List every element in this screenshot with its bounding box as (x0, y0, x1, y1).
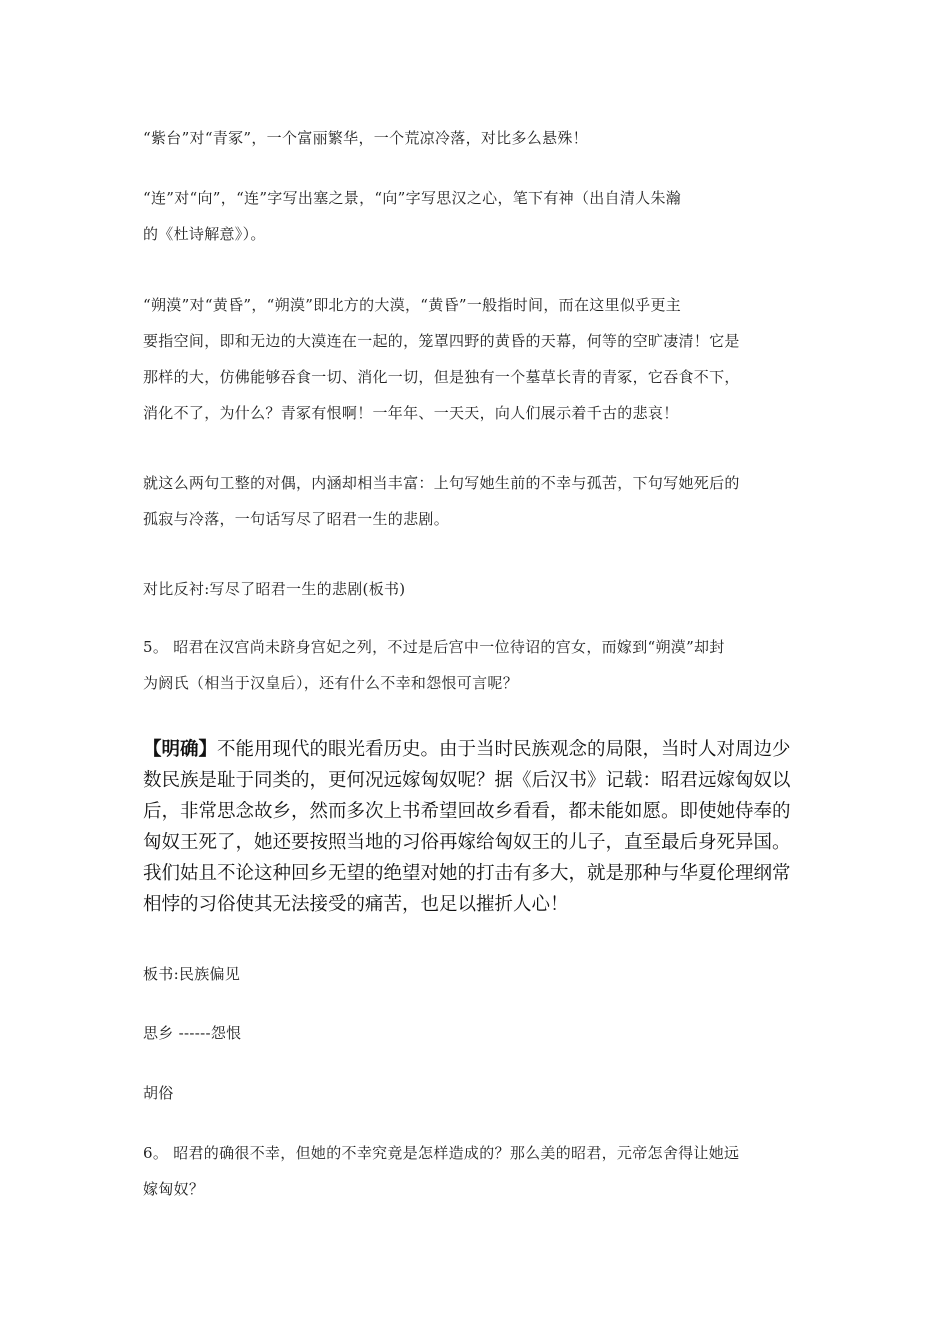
paragraph-lian-xiang: “连”对“向”，“连”字写出塞之景，“向”字写思汉之心，笔下有神（出自清人朱瀚 的《杜诗解意》）。 (143, 189, 682, 243)
answer-label: 【明确】 (143, 739, 218, 760)
question-6: 6。 昭君的确很不幸，但她的不幸究竟是怎样造成的？那么美的昭君，元帝怎舍得让她远 嫁匈奴？ (143, 1144, 740, 1198)
board-note-ethnic-bias: 板书:民族偏见 (143, 965, 241, 983)
paragraph-couplet-summary: 就这么两句工整的对偶，内涵却相当丰富：上句写她生前的不幸与孤苦，下句写她死后的 孤寂与冷落，一句话写尽了昭君一生的悲剧。 (143, 474, 740, 528)
board-note-custom: 胡俗 (143, 1084, 174, 1102)
paragraph-shuomo-huanghun: “朔漠”对“黄昏”，“朔漠”即北方的大漠，“黄昏”一般指时间，而在这里似乎更主 要指空间，即和无边的大漠连在一起的，笼罩四野的黄昏的天幕，何等的空旷凄清！它是 那样的大，仿佛能够吞食一切、消化一切，但是独有一个墓草长青的青冢，它吞食不下， 消化不了，为什么？青冢有恨啊！一年年、一天天，向人们展示着千古的悲哀！ (143, 296, 740, 422)
board-note-contrast: 对比反衬:写尽了昭君一生的悲剧(板书) (143, 580, 406, 598)
paragraph-contrast-purple-terrace: “紫台”对“青冢”，一个富丽繁华，一个荒凉冷落，对比多么悬殊！ (143, 129, 588, 147)
board-note-homesick: 思乡 ------怨恨 (143, 1024, 242, 1042)
answer-block: 【明确】不能用现代的眼光看历史。由于当时民族观念的局限，当时人对周边少 数民族是耻于同类的，更何况远嫁匈奴呢？据《后汉书》记载：昭君远嫁匈奴以 后，非常思念故乡，然而多次上书希望回故乡看看，都未能如愿。即使她侍奉的 匈奴王死了，她还要按照当地的习俗再嫁给匈奴王的儿子，直至最后身死异国。 我们姑且不论这种回乡无望的绝望对她的打击有多大，就是那种与华夏伦理纲常 相悖的习俗使其无法接受的痛苦，也足以摧折人心！ (143, 739, 791, 915)
question-5: 5。 昭君在汉宫尚未跻身宫妃之列，不过是后宫中一位待诏的宫女，而嫁到“朔漠”却封 为阏氏（相当于汉皇后），还有什么不幸和怨恨可言呢？ (143, 638, 725, 692)
